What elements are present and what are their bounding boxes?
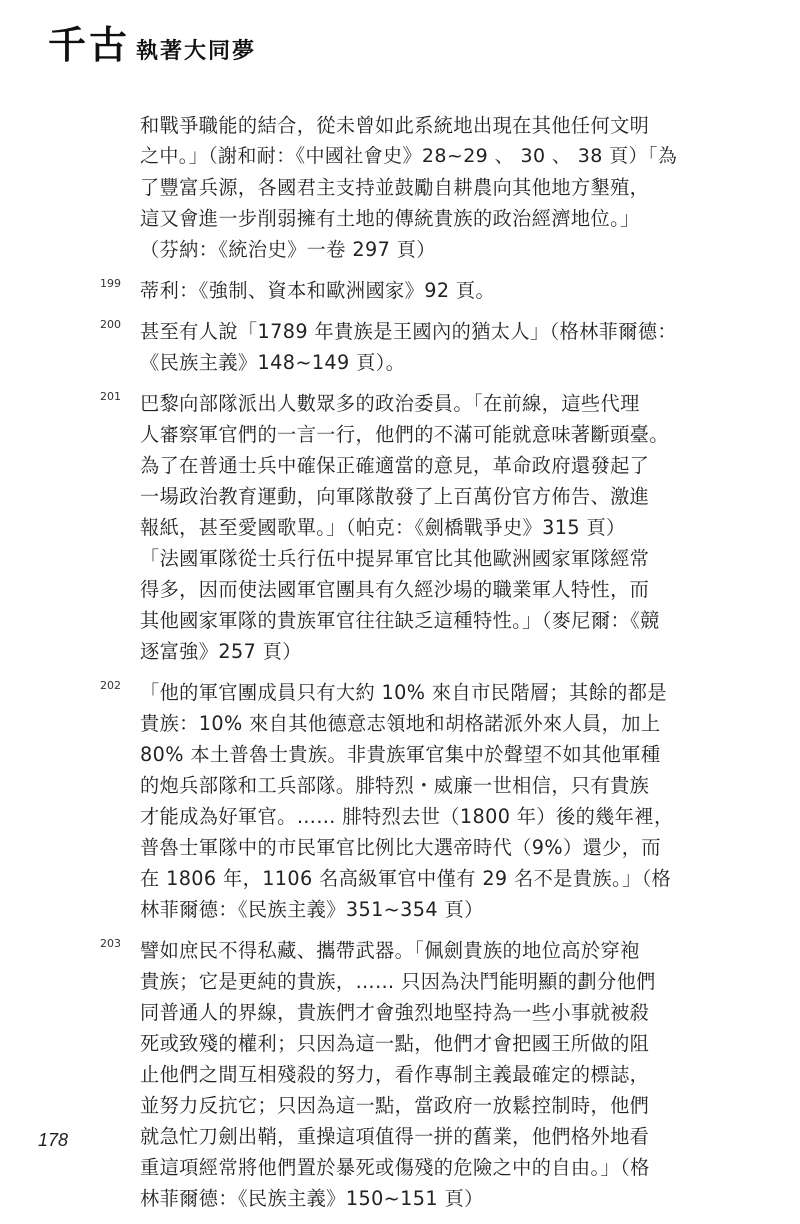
endnote-line: 和戰爭職能的結合，從未曾如此系統地出現在其他任何文明 (140, 114, 650, 137)
endnote (100, 388, 680, 667)
endnote-line: 止他們之間互相殘殺的努力，看作專制主義最確定的標誌， (140, 1063, 650, 1086)
endnote-line: 才能成為好軍官。…… 腓特烈去世（1800 年）後的幾年裡， (140, 805, 674, 828)
endnote-line: 林菲爾德：《民族主義》150~151 頁） (140, 1187, 484, 1210)
endnote (100, 935, 680, 1214)
endnote-line: 為了在普通士兵中確保正確適當的意見，革命政府還發起了 (140, 454, 650, 477)
endnote-line: 一場政治教育運動，向軍隊散發了上百萬份官方佈告、激進 (140, 485, 650, 508)
endnote-line: 甚至有人說「1789 年貴族是王國內的猶太人」（格林菲爾德： (140, 320, 678, 343)
endnote-line: 「法國軍隊從士兵行伍中提昇軍官比其他歐洲國家軍隊經常 (140, 547, 650, 570)
endnote-line: 譬如庶民不得私藏、攜帶武器。「佩劍貴族的地位高於穿袍 (140, 939, 640, 962)
endnote-line: 就急忙刀劍出鞘，重操這項值得一拼的舊業，他們格外地看 (140, 1125, 650, 1148)
endnote-line: 林菲爾德：《民族主義》351~354 頁） (140, 898, 484, 921)
endnote-number: 203 (100, 937, 121, 950)
endnote (100, 677, 680, 925)
endnote-number: 199 (100, 277, 121, 290)
endnote-line: 了豐富兵源，各國君主支持並鼓勵自耕農向其他地方墾殖， (140, 176, 650, 199)
endnote-line: （芬納：《統治史》一卷 297 頁） (140, 238, 436, 261)
running-header (48, 22, 257, 67)
endnote-line: 巴黎向部隊派出人數眾多的政治委員。「在前線，這些代理 (140, 392, 640, 415)
endnote-line: 同普通人的界線，貴族們才會強烈地堅持為一些小事就被殺 (140, 1001, 650, 1024)
endnote-line: 死或致殘的權利；只因為這一點，他們才會把國王所做的阻 (140, 1032, 650, 1055)
endnote-line: 《民族主義》148~149 頁）。 (140, 351, 406, 374)
header-title-sub: 執著大同夢 (136, 38, 257, 64)
endnote-line: 貴族；它是更純的貴族，…… 只因為決鬥能明顯的劃分他們 (140, 970, 656, 993)
endnotes-list (100, 110, 680, 1224)
endnote-line: 普魯士軍隊中的市民軍官比例比大選帝時代（9%）還少，而 (140, 836, 661, 859)
endnote-line: 並努力反抗它；只因為這一點，當政府一放鬆控制時，他們 (140, 1094, 650, 1117)
endnote-line: 貴族：10% 來自其他德意志領地和胡格諾派外來人員，加上 (140, 712, 661, 735)
endnote-line: 之中。」（謝和耐：《中國社會史》28~29 、 30 、 38 頁）「為 (140, 145, 678, 167)
endnote-line: 逐富強》257 頁） (140, 640, 302, 663)
page-number: 178 (38, 1130, 69, 1150)
endnote-number: 201 (100, 390, 121, 403)
endnote (100, 316, 680, 378)
endnote-line: 「他的軍官團成員只有大約 10% 來自市民階層；其餘的都是 (140, 681, 667, 704)
endnote-line: 其他國家軍隊的貴族軍官往往缺乏這種特性。」（麥尼爾：《競 (140, 609, 660, 632)
header-title-main: 千古 (48, 22, 131, 67)
endnote-line: 得多，因而使法國軍官團具有久經沙場的職業軍人特性，而 (140, 578, 650, 601)
endnote-line: 這又會進一步削弱擁有土地的傳統貴族的政治經濟地位。」 (140, 207, 640, 230)
endnote (100, 110, 680, 265)
endnote-line: 重這項經常將他們置於暴死或傷殘的危險之中的自由。」（格 (140, 1156, 650, 1179)
endnote-number: 202 (100, 679, 121, 692)
endnote-line: 蒂利：《強制、資本和歐洲國家》92 頁。 (140, 279, 496, 302)
endnote-line: 80% 本土普魯士貴族。非貴族軍官集中於聲望不如其他軍種 (140, 743, 661, 766)
endnote-number: 200 (100, 318, 121, 331)
endnote-line: 人審察軍官們的一言一行，他們的不滿可能就意味著斷頭臺。 (140, 423, 669, 446)
endnote (100, 275, 680, 306)
endnote-line: 在 1806 年，1106 名高級軍官中僅有 29 名不是貴族。」（格 (140, 867, 672, 890)
endnote-line: 報紙，甚至愛國歌單。」（帕克：《劍橋戰爭史》315 頁） (140, 516, 626, 539)
endnote-line: 的炮兵部隊和工兵部隊。腓特烈・威廉一世相信，只有貴族 (140, 774, 650, 797)
